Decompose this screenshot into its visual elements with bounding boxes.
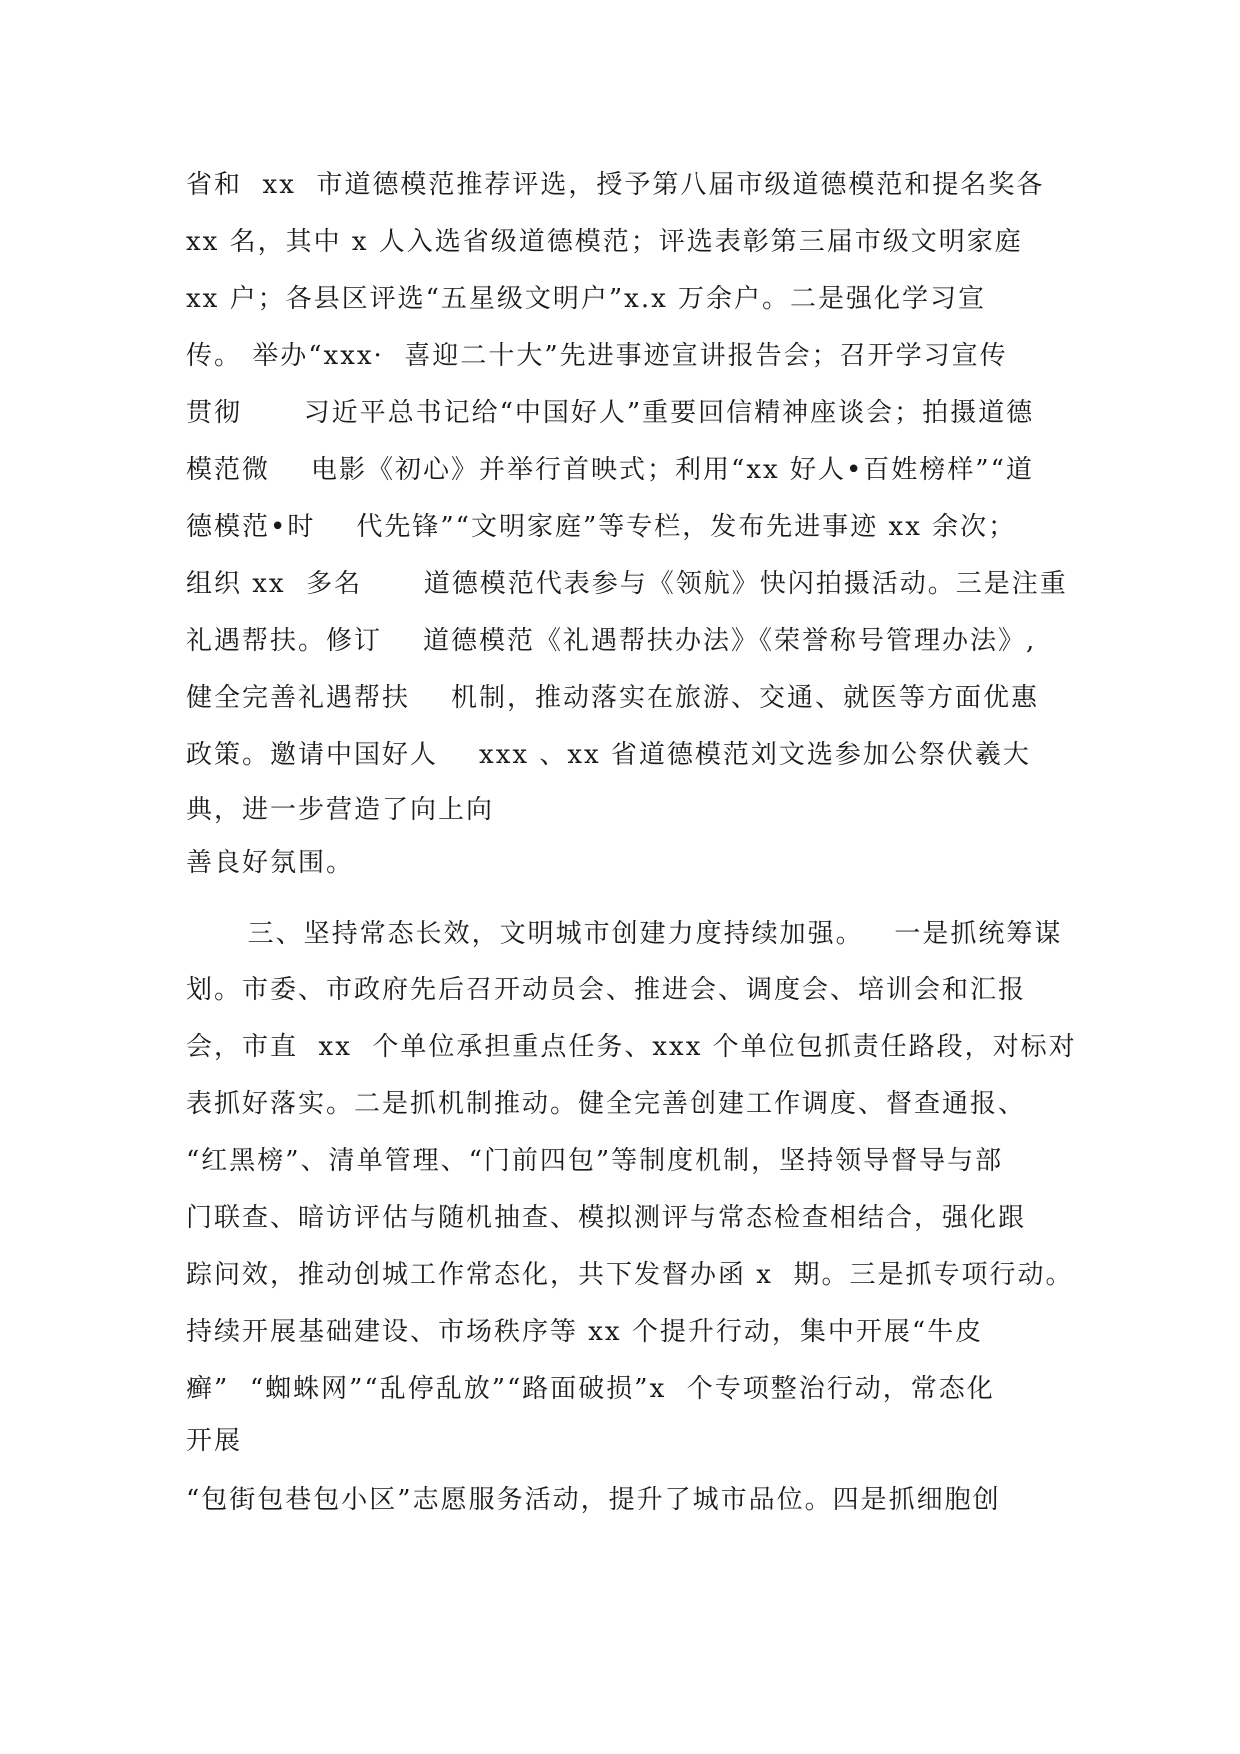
text-line: 踪问效，推动创城工作常态化，共下发督办函 x 期。三是抓专项行动。 (186, 1260, 1074, 1290)
text-line: 持续开展基础建设、市场秩序等 xx 个提升行动，集中开展“牛皮 (186, 1317, 984, 1347)
text-line: 划。市委、市政府先后召开动员会、推进会、调度会、培训会和汇报 (186, 975, 1027, 1005)
text-line: 模范微 电影《初心》并举行首映式；利用“xx 好人•百姓榜样”“道 (186, 455, 1034, 485)
text-line: 省和 xx 市道德模范推荐评选，授予第八届市级道德模范和提名奖各 (186, 170, 1045, 200)
text-line: “包街包巷包小区”志愿服务活动，提升了城市品位。四是抓细胞创 (186, 1485, 1001, 1515)
section-heading-line: 三、坚持常态长效，文明城市创建力度持续加强。 一是抓统筹谋 (186, 919, 1063, 949)
text-line: 表抓好落实。二是抓机制推动。健全完善创建工作调度、督查通报、 (186, 1089, 1027, 1119)
text-line: 政策。邀请中国好人 xxx 、xx 省道德模范刘文选参加公祭伏羲大 (186, 740, 1031, 770)
text-line: 传。 举办“xxx· 喜迎二十大”先进事迹宣讲报告会；召开学习宣传 (186, 341, 1008, 371)
text-line: 组织 xx 多名 道德模范代表参与《领航》快闪拍摄活动。三是注重 (186, 569, 1068, 599)
text-line: 健全完善礼遇帮扶 机制，推动落实在旅游、交通、就医等方面优惠 (186, 683, 1040, 713)
text-line: 善良好氛围。 (186, 848, 355, 878)
text-line: 典，进一步营造了向上向 (186, 795, 495, 825)
text-line: xx 名，其中 x 人入选省级道德模范；评选表彰第三届市级文明家庭 (186, 227, 1023, 257)
text-line: xx 户；各县区评选“五星级文明户”x.x 万余户。二是强化学习宣 (186, 284, 987, 314)
text-line: 德模范•时 代先锋”“文明家庭”等专栏，发布先进事迹 xx 余次； (186, 512, 1017, 542)
text-line: 贯彻 习近平总书记给“中国好人”重要回信精神座谈会；拍摄道德 (186, 398, 1035, 428)
text-line: 门联查、暗访评估与随机抽查、模拟测评与常态检查相结合，强化跟 (186, 1203, 1027, 1233)
text-line: 癣” “蜘蛛网”“乱停乱放”“路面破损”x 个专项整治行动，常态化 (186, 1374, 995, 1404)
text-line: 会，市直 xx 个单位承担重点任务、xxx 个单位包抓责任路段，对标对 (186, 1032, 1077, 1062)
text-line: 开展 (186, 1426, 243, 1456)
text-line: 礼遇帮扶。修订 道德模范《礼遇帮扶办法》《荣誉称号管理办法》, (186, 626, 1037, 656)
text-line: “红黑榜”、清单管理、“门前四包”等制度机制，坚持领导督导与部 (186, 1146, 1004, 1176)
